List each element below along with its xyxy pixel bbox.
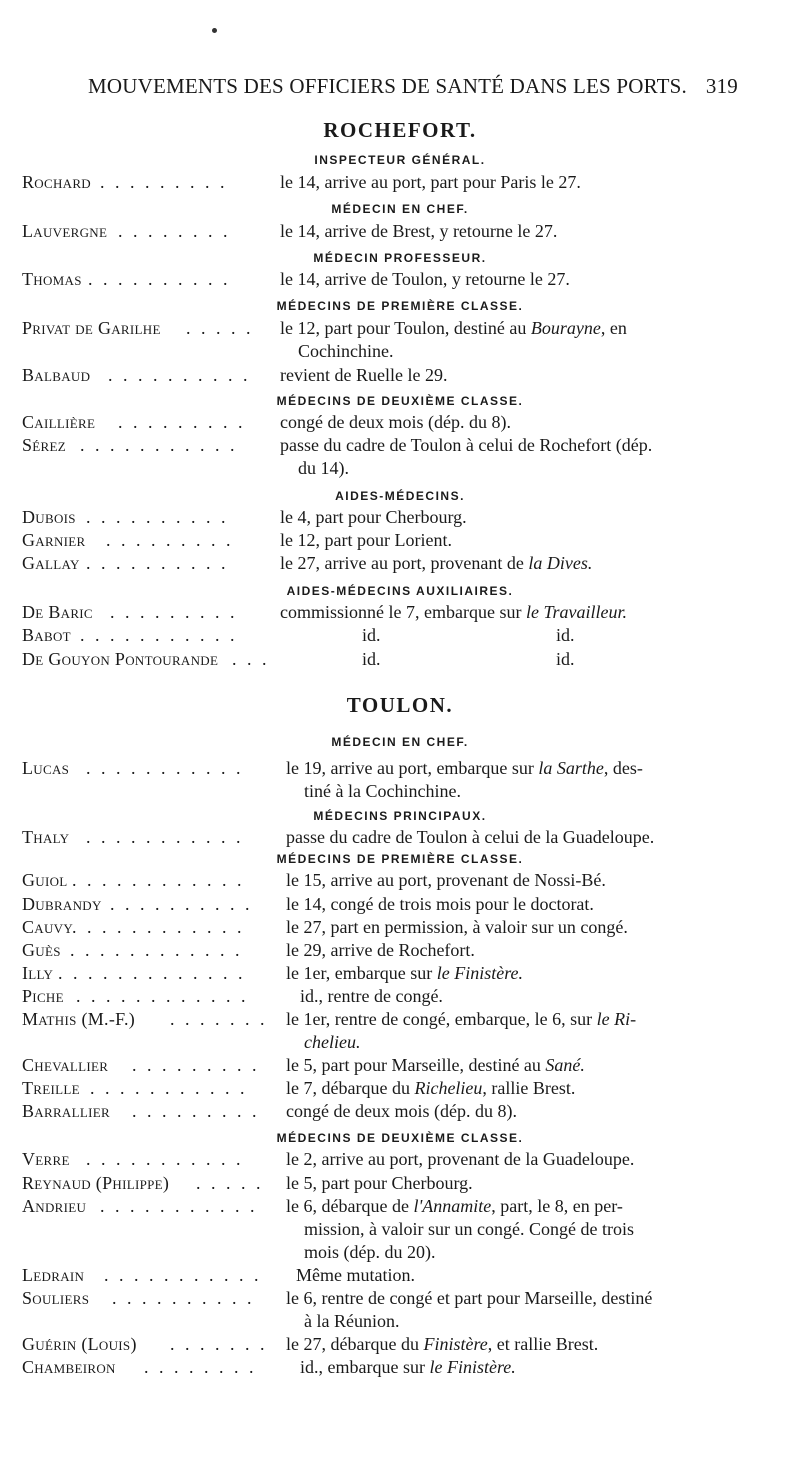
section-premiere: MÉDECINS DE PREMIÈRE CLASSE. [276,299,524,313]
leader-dots: . . . . . . . . [118,221,231,241]
entry-name: Treille [22,1078,80,1098]
entry-text: congé de deux mois (dép. du 8). [286,1101,517,1121]
entry-text: le 27, part en permission, à valoir sur un congé. [286,917,628,937]
entry-text: le 27, arrive au port, provenant de la Dives. [280,553,593,573]
entry-name: Lauvergne [22,221,108,241]
leader-dots: . . . . . . . . . . . [80,625,238,645]
entry-text: passe du cadre de Toulon à celui de la Guadeloupe. [286,827,655,847]
ship-name: le Ri- [596,1009,637,1029]
entry-name: Guérin (Louis) [22,1334,137,1354]
leader-dots: . . . . . . . . . [100,172,228,192]
entry-name: Lucas [22,758,70,778]
entry-name: Privat de Garilhe [22,318,161,338]
ditto-mark: id. [362,625,381,645]
ditto-mark: id. [362,649,381,669]
entry-name: Babot [22,625,71,645]
entry-text: le 6, rentre de congé et part pour Marseille, destiné à la Réunion. [286,1288,653,1331]
section-medecin-chef: MÉDECIN EN CHEF. [331,735,469,749]
leader-dots: . . . . . . . [170,1334,268,1354]
section-inspecteur: INSPECTEUR GÉNÉRAL. [314,153,486,167]
section-premiere: MÉDECINS DE PREMIÈRE CLASSE. [276,852,524,866]
port-title-toulon: TOULON. [346,693,454,717]
entry-name: Barrallier [22,1101,110,1121]
leader-dots: . . . . . . . . . . . . [72,917,245,937]
entry-text: le 27, débarque du Finistère, et rallie Brest. [286,1334,599,1354]
ship-name: la Sarthe [538,758,604,778]
leader-dots: . . . . . . . . [144,1357,257,1377]
leader-dots: . . . . . . . . . [132,1055,260,1075]
entry-text: commissionné le 7, embarque sur le Travailleur. [280,602,627,622]
entry-name: Verre [22,1149,70,1169]
leader-dots: . . . . . . . . . . [112,1288,255,1308]
section-auxiliaires: AIDES-MÉDECINS AUXILIAIRES. [286,584,514,598]
entry-name: Reynaud (Philippe) [22,1173,170,1193]
section-principaux: MÉDECINS PRINCIPAUX. [313,809,487,823]
entry-name: Chambeiron [22,1357,116,1377]
entry-name: Illy [22,963,54,983]
ship-name: Finistère [423,1334,488,1354]
entry-text: le 12, part pour Lorient. [280,530,452,550]
entry-name: Thomas [22,269,82,289]
entry-text: id., rentre de congé. [300,986,443,1006]
entry-name: Chevallier [22,1055,109,1075]
ditto-mark: id. [556,649,575,669]
leader-dots: . . . . . . . . . [118,412,246,432]
ship-name: chelieu. [304,1032,361,1052]
entry-text: le 14, arrive de Toulon, y retourne le 27. [280,269,570,289]
entry-name: Piche [22,986,64,1006]
leader-dots: . . . [232,649,270,669]
entry-name: Cauvy [22,917,74,937]
running-head [88,74,738,100]
running-head-title: MOUVEMENTS DES OFFICIERS DE SANTÉ DANS LES PORTS. [88,74,687,98]
leader-dots: . . . . . . . . . . . [100,1196,258,1216]
leader-dots: . . . . . [196,1173,264,1193]
entry-text: le 29, arrive de Rochefort. [286,940,475,960]
leader-dots: . . . . . . . [170,1009,268,1029]
leader-dots: . . . . . . . . . . [86,507,229,527]
entry-text: congé de deux mois (dép. du 8). [280,412,511,432]
entry-name: Ledrain [22,1265,85,1285]
entry-text: le 7, débarque du Richelieu, rallie Brest. [286,1078,576,1098]
entry-text: le 5, part pour Cherbourg. [286,1173,473,1193]
entry-name: Guiol [22,870,68,890]
entry-text: revient de Ruelle le 29. [280,365,448,385]
leader-dots: . . . . . . . . . . . [104,1265,262,1285]
leader-dots: . . . . . . . . . . . . [72,870,245,890]
entry-name: Guès [22,940,61,960]
page-number: 319 [705,74,738,98]
entry-name: Souliers [22,1288,90,1308]
entry-name: Gallay [22,553,80,573]
entry-name: Garnier [22,530,86,550]
leader-dots: . . . . . . . . . [106,530,234,550]
entry-name: Caillière [22,412,96,432]
ship-name: la Dives. [528,553,593,573]
ship-name: Sané. [545,1055,585,1075]
entry-name: Mathis (M.-F.) [22,1009,136,1029]
leader-dots: . . . . . [186,318,254,338]
entry-name: Andrieu [22,1196,87,1216]
entry-name: Dubrandy [22,894,102,914]
entry-text: Même mutation. [296,1265,415,1285]
port-title-rochefort: ROCHEFORT. [323,118,477,142]
leader-dots: . . . . . . . . . . . [90,1078,248,1098]
leader-dots: . . . . . . . . . . [88,269,231,289]
section-deuxieme: MÉDECINS DE DEUXIÈME CLASSE. [276,1131,524,1145]
ink-dot [212,28,217,33]
leader-dots: . . . . . . . . . . [108,365,251,385]
entry-text: le 12, part pour Toulon, destiné au Bourayne, en Cochinchine. [280,318,627,361]
leader-dots: . . . . . . . . . [132,1101,260,1121]
leader-dots: . . . . . . . . . . . . . [58,963,246,983]
entry-text: passe du cadre de Toulon à celui de Rochefort (dép. du 14). [280,435,653,478]
ship-name: le Travailleur. [525,602,627,622]
leader-dots: . . . . . . . . . . . [86,827,244,847]
ship-name: le Finistère. [436,963,524,983]
section-aides: AIDES-MÉDECINS. [335,489,465,503]
entry-text: le 14, arrive de Brest, y retourne le 27. [280,221,558,241]
ship-name: Bourayne [530,318,601,338]
entry-text: le 6, débarque de l'Annamite, part, le 8, en per- mission, à valoir sur un congé. Congé de trois mois (dép. du 20). [286,1196,634,1262]
entry-text: le 4, part pour Cherbourg. [280,507,467,527]
entry-name: De Baric [22,602,93,622]
leader-dots: . . . . . . . . . . . [86,1149,244,1169]
entry-text: le 5, part pour Marseille, destiné au Sané. [286,1055,585,1075]
entry-name: Sérez [22,435,67,455]
entry-text: le 19, arrive au port, embarque sur la Sarthe, des- tiné à la Cochinchine. [286,758,643,801]
section-medecin-chef: MÉDECIN EN CHEF. [331,202,469,216]
leader-dots: . . . . . . . . . [110,602,238,622]
entry-text: le 15, arrive au port, provenant de Nossi-Bé. [286,870,606,890]
ship-name: le Finistère. [429,1357,516,1377]
leader-dots: . . . . . . . . . . [86,553,229,573]
leader-dots: . . . . . . . . . . . [80,435,238,455]
entry-name: Thaly [22,827,70,847]
entry-text: le 1er, rentre de congé, embarque, le 6, sur le Ri- chelieu. [286,1009,637,1052]
leader-dots: . . . . . . . . . . [110,894,253,914]
leader-dots: . . . . . . . . . . . [86,758,244,778]
entry-name: De Gouyon Pontourande [22,649,219,669]
entry-text: le 14, arrive au port, part pour Paris le 27. [280,172,581,192]
ship-name: l'Annamite [413,1196,492,1216]
entry-text: id., embarque sur le Finistère. [300,1357,516,1377]
leader-dots: . . . . . . . . . . . . [76,986,249,1006]
leader-dots: . . . . . . . . . . . . [70,940,243,960]
ship-name: Richelieu [414,1078,483,1098]
entry-name: Dubois [22,507,76,527]
ditto-mark: id. [556,625,575,645]
entry-text: le 1er, embarque sur le Finistère. [286,963,524,983]
entry-name: Balbaud [22,365,91,385]
entry-text: le 14, congé de trois mois pour le doctorat. [286,894,594,914]
entry-text: le 2, arrive au port, provenant de la Guadeloupe. [286,1149,635,1169]
section-professeur: MÉDECIN PROFESSEUR. [313,251,487,265]
entry-name: Rochard [22,172,92,192]
section-deuxieme: MÉDECINS DE DEUXIÈME CLASSE. [276,394,524,408]
